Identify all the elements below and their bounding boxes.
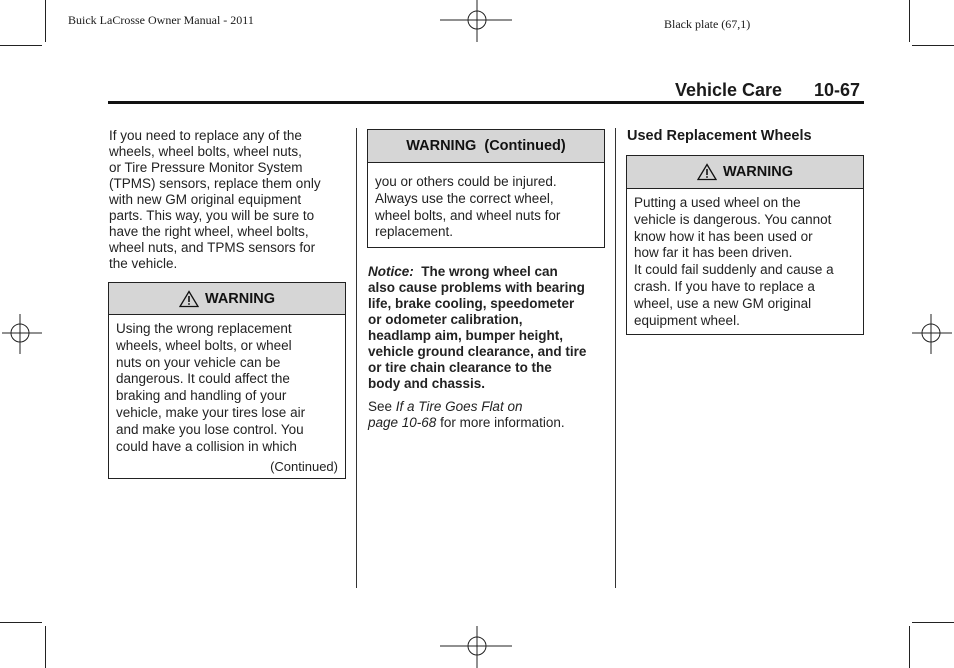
see-prefix: See: [368, 399, 396, 414]
text-line: Putting a used wheel on the: [634, 195, 801, 210]
running-header-right: Black plate (67,1): [664, 17, 751, 31]
text-line: body and chassis.: [368, 376, 486, 391]
notice-paragraph: [368, 264, 610, 392]
see-suffix: for more information.: [436, 415, 565, 430]
subsection-heading: Used Replacement Wheels: [627, 128, 812, 144]
text-line: vehicle is dangerous. You cannot: [634, 211, 832, 227]
running-header-left: Buick LaCrosse Owner Manual - 2011: [68, 13, 254, 27]
text-line: Using the wrong replacement: [116, 321, 292, 336]
text-line: If you need to replace any of the: [109, 128, 302, 143]
text-line: with new GM original equipment: [109, 192, 302, 207]
intro-paragraph: [109, 128, 349, 272]
text-line: vehicle ground clearance, and tire: [368, 344, 587, 359]
text-line: It could fail suddenly and cause a: [634, 262, 834, 278]
text-line: how far it has been driven.: [634, 245, 793, 261]
warning-header: [627, 156, 863, 189]
cross-reference-link[interactable]: If a Tire Goes Flat on: [395, 399, 523, 414]
warning-title: WARNING (Continued): [406, 138, 566, 154]
text-line: crash. If you have to replace a: [634, 278, 815, 294]
warning-box-used-wheels: [626, 155, 864, 335]
text-line: braking and handling of your: [116, 388, 287, 404]
warning-header: [368, 130, 604, 163]
notice-label: Notice:: [368, 264, 414, 279]
text-line: or tire chain clearance to the: [368, 360, 552, 375]
warning-header: [109, 283, 345, 315]
text-line: Always use the correct wheel,: [375, 190, 554, 206]
text-line: equipment wheel.: [634, 312, 740, 328]
registration-mark-right: [910, 312, 954, 356]
text-line: or odometer calibration,: [368, 312, 523, 327]
cross-reference-page-link[interactable]: page 10-68: [368, 415, 437, 430]
text-line: (TPMS) sensors, replace them only: [109, 176, 321, 191]
text-line: have the right wheel, wheel bolts,: [109, 224, 309, 239]
text-line: wheel, use a new GM original: [634, 295, 812, 311]
text-line: or Tire Pressure Monitor System: [109, 160, 303, 175]
warning-title: WARNING: [204, 290, 276, 307]
text-line: vehicle, make your tires lose air: [116, 404, 306, 420]
text-line: know how it has been used or: [634, 228, 813, 244]
warning-body: [109, 315, 345, 476]
text-line: wheels, wheel bolts, wheel nuts,: [109, 144, 302, 159]
text-line: and make you lose control. You: [116, 421, 304, 437]
text-line: dangerous. It could affect the: [116, 371, 290, 387]
warning-box-continued: [367, 129, 605, 248]
text-line: also cause problems with bearing: [368, 280, 585, 295]
text-line: replacement.: [375, 224, 454, 240]
text-line: nuts on your vehicle can be: [116, 354, 281, 370]
text-line: the vehicle.: [109, 256, 178, 271]
header-rule: [108, 101, 864, 104]
text-line: The wrong wheel can: [421, 264, 558, 279]
text-line: life, brake cooling, speedometer: [368, 296, 575, 311]
column-divider-1: [356, 128, 357, 588]
warning-body: [627, 189, 863, 329]
warning-box-wrong-wheels: [108, 282, 346, 479]
text-line: wheel nuts, and TPMS sensors for: [109, 240, 316, 255]
column-divider-2: [615, 128, 616, 588]
text-line: wheels, wheel bolts, or wheel: [116, 337, 292, 353]
warning-triangle-icon: [697, 163, 717, 181]
page-number: 10-67: [814, 80, 861, 100]
see-reference: [368, 399, 610, 431]
text-line: [368, 399, 610, 415]
text-line: could have a collision in which: [116, 438, 297, 454]
text-line: you or others could be injured.: [375, 174, 557, 189]
registration-mark-top: [440, 0, 516, 44]
registration-mark-bottom: [440, 624, 516, 668]
registration-mark-left: [0, 312, 44, 356]
text-line: [368, 415, 610, 431]
text-line: wheel bolts, and wheel nuts for: [375, 207, 561, 223]
warning-triangle-icon: [179, 290, 199, 308]
warning-body: [368, 163, 604, 241]
section-title: Vehicle Care: [675, 80, 783, 100]
notice-first-line: [368, 264, 610, 280]
text-line: headlamp aim, bumper height,: [368, 328, 564, 343]
text-line: parts. This way, you will be sure to: [109, 208, 315, 223]
continued-label: (Continued): [270, 459, 338, 475]
warning-title: WARNING: [722, 164, 794, 180]
